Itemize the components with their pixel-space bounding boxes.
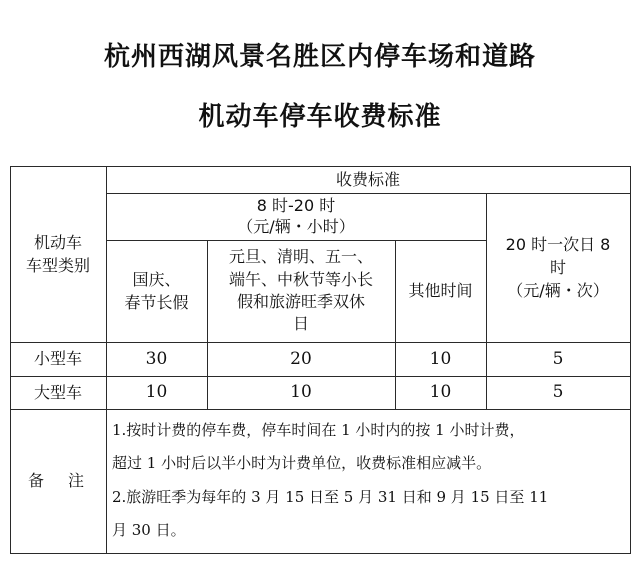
- remarks-line4: 月 30 日。: [112, 521, 186, 539]
- row-small-night: 5: [552, 348, 564, 369]
- header-minor-holiday-line4: 日: [292, 314, 309, 334]
- row-large-night: 5: [552, 382, 564, 403]
- header-daytime-line2: （元/辆・小时）: [237, 216, 355, 236]
- header-minor-holiday: [207, 240, 395, 342]
- header-overnight: [486, 193, 630, 342]
- table-border-bottom: [10, 553, 630, 554]
- header-vehicle-type: [10, 166, 106, 342]
- row-large-minor: 10: [290, 382, 312, 403]
- header-overnight-line1: 20 时一次日 8: [505, 234, 611, 254]
- header-overnight-line3: （元/辆・次）: [507, 281, 609, 301]
- header-holiday-line2: 春节长假: [124, 293, 189, 312]
- header-other-time: 其他时间: [408, 281, 473, 301]
- remarks-line3: 2.旅游旺季为每年的 3 月 15 日至 5 月 31 日和 9 月 15 日至 11: [112, 488, 549, 506]
- header-daytime: [106, 193, 486, 240]
- header-vehicle-type-line1: 机动车: [33, 232, 82, 252]
- header-daytime-line1: 8 时-20 时: [256, 195, 336, 215]
- remarks-line1: 1.按时计费的停车费，停车时间在 1 小时内的按 1 小时计费，: [112, 421, 525, 439]
- header-minor-holiday-line3: 假和旅游旺季双休: [236, 292, 365, 311]
- row-large-holiday: 10: [145, 382, 168, 403]
- header-overnight-line2: 时: [549, 257, 566, 277]
- row-small-holiday: 30: [145, 348, 168, 369]
- header-holiday-line1: 国庆、: [132, 269, 181, 289]
- row-small-other: 10: [429, 348, 452, 369]
- table-border-right: [630, 166, 631, 554]
- row-small-minor: 20: [290, 348, 312, 369]
- row-large-type: 大型车: [33, 382, 82, 402]
- document-title-line1: 杭州西湖风景名胜区内停车场和道路: [103, 42, 536, 72]
- row-large-other: 10: [429, 382, 452, 403]
- remarks-label: 备 注: [27, 471, 88, 491]
- header-holiday: [106, 240, 207, 342]
- document-title-line2: 机动车停车收费标准: [198, 102, 442, 132]
- header-vehicle-type-line2: 车型类别: [25, 256, 90, 275]
- header-fee-standard: 收费标准: [335, 169, 400, 189]
- header-minor-holiday-line2: 端午、中秋节等小长: [228, 269, 373, 289]
- row-small-type: 小型车: [33, 349, 82, 369]
- header-minor-holiday-line1: 元旦、清明、五一、: [228, 247, 373, 267]
- remarks-line2: 超过 1 小时后以半小时为计费单位，收费标准相应减半。: [112, 454, 492, 472]
